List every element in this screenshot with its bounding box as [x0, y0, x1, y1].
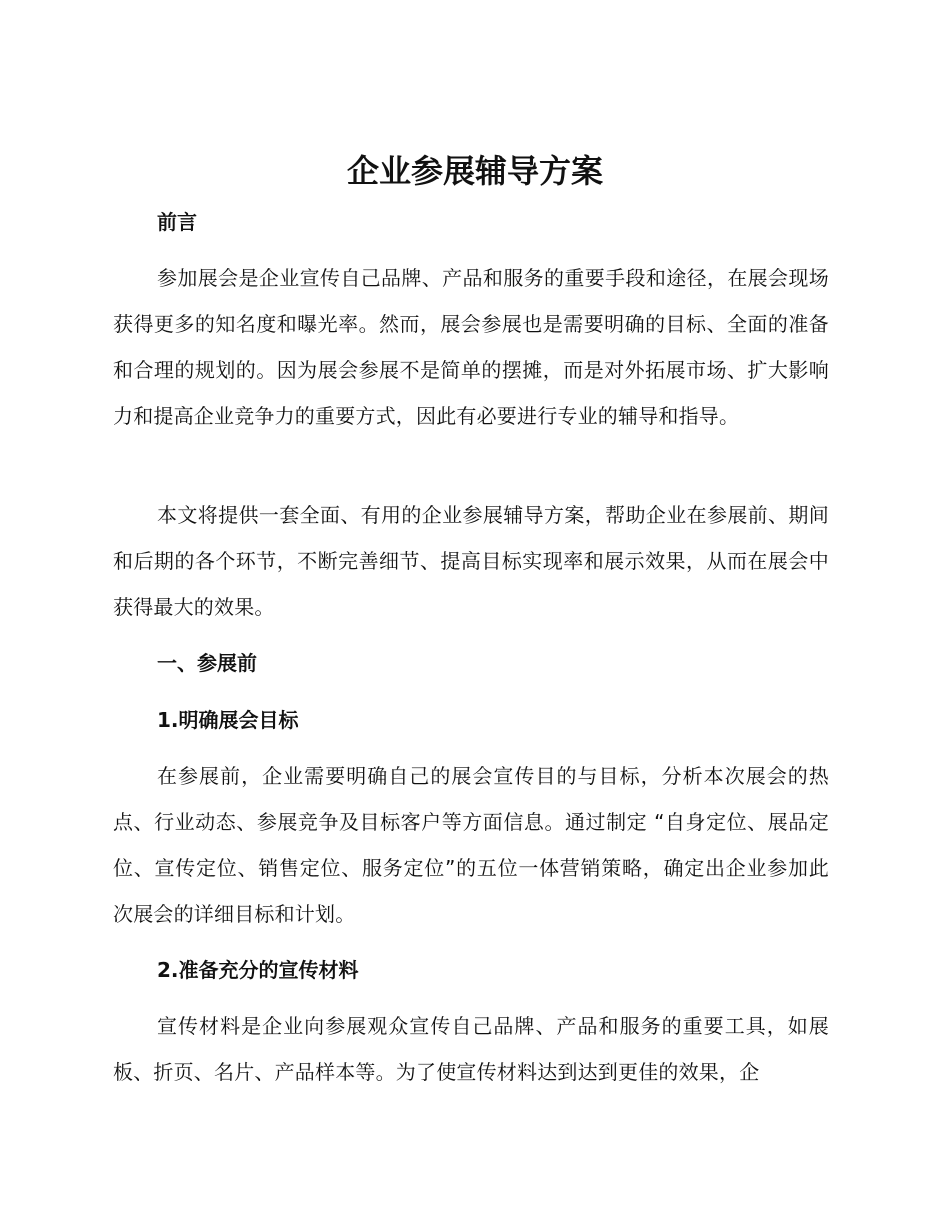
- preface-paragraph-1: 参加展会是企业宣传自己品牌、产品和服务的重要手段和途径，在展会现场获得更多的知名度和曝光率。然而，展会参展也是需要明确的目标、全面的准备和合理的规划的。因为展会参展不是简单的摆摊，而是对外拓展市场、扩大影响力和提高企业竞争力的重要方式，因此有必要进行专业的辅导和指导。: [113, 266, 829, 428]
- subsection-heading-goals: 1.明确展会目标: [157, 708, 299, 732]
- goals-paragraph: 在参展前，企业需要明确自己的展会宣传目的与目标，分析本次展会的热点、行业动态、参展竞争及目标客户等方面信息。通过制定 “自身定位、展品定位、宣传定位、销售定位、服务定位”的五位一体营销策略，确定出企业参加此次展会的详细目标和计划。: [113, 764, 829, 926]
- document-title: 企业参展辅导方案: [346, 152, 603, 190]
- preface-paragraph-2: 本文将提供一套全面、有用的企业参展辅导方案，帮助企业在参展前、期间和后期的各个环节，不断完善细节、提高目标实现率和展示效果，从而在展会中获得最大的效果。: [113, 503, 829, 619]
- preface-heading: 前言: [157, 210, 197, 234]
- materials-paragraph: 宣传材料是企业向参展观众宣传自己品牌、产品和服务的重要工具，如展板、折页、名片、产品样本等。为了使宣传材料达到达到更佳的效果，企: [113, 1014, 829, 1084]
- subsection-heading-materials: 2.准备充分的宣传材料: [157, 958, 359, 982]
- section-heading-before-exhibition: 一、参展前: [157, 651, 257, 675]
